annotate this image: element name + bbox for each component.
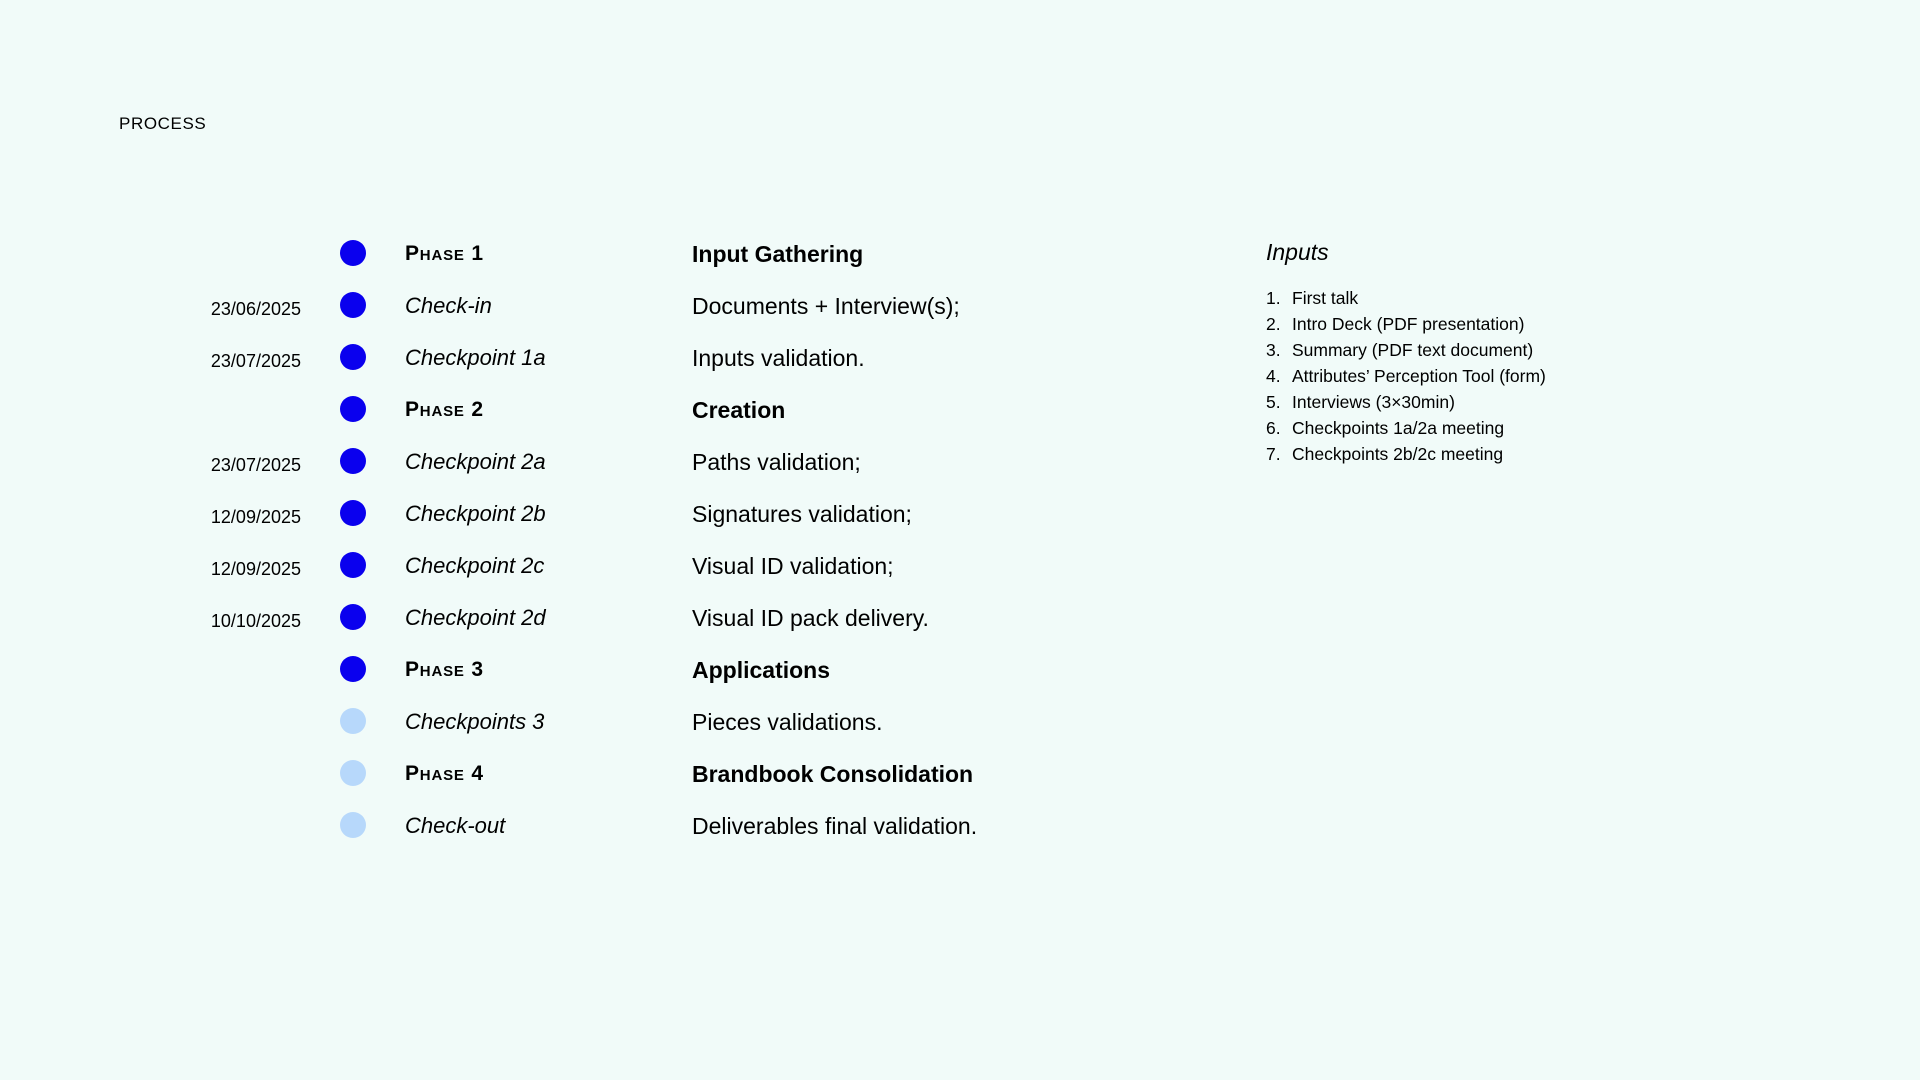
- checkpoint-description: Documents + Interview(s);: [692, 293, 960, 319]
- checkpoint-row: [0, 491, 1100, 543]
- checkpoint-row: [0, 439, 1100, 491]
- status-dot-pending: [340, 708, 366, 734]
- inputs-item-number: 3.: [1266, 340, 1281, 360]
- inputs-item-number: 4.: [1266, 366, 1281, 386]
- inputs-list-item: [1266, 389, 1786, 415]
- checkpoint-row: [0, 595, 1100, 647]
- row-date: 12/09/2025: [210, 559, 301, 579]
- inputs-list-item: [1266, 337, 1786, 363]
- inputs-item-text: Intro Deck (PDF presentation): [1292, 314, 1525, 334]
- phase-row: [0, 387, 1100, 439]
- status-dot-done: [340, 344, 366, 370]
- row-date: 12/09/2025: [210, 507, 301, 527]
- inputs-list-item: [1266, 363, 1786, 389]
- checkpoint-row: [0, 335, 1100, 387]
- status-dot-done: [340, 552, 366, 578]
- checkpoint-row: [0, 283, 1100, 335]
- checkpoint-description: Deliverables final validation.: [692, 813, 978, 839]
- status-dot-done: [340, 448, 366, 474]
- phase-row: [0, 647, 1100, 699]
- phase-row: [0, 751, 1100, 803]
- checkpoint-row: [0, 699, 1100, 751]
- inputs-item-number: 2.: [1266, 314, 1281, 334]
- checkpoint-description: Visual ID pack delivery.: [692, 605, 929, 631]
- status-dot-done: [340, 604, 366, 630]
- checkpoint-name: Checkpoint 1a: [405, 345, 546, 370]
- phase-title: Input Gathering: [692, 241, 864, 267]
- phase-title: Creation: [692, 397, 786, 423]
- inputs-item-text: Interviews (3×30min): [1292, 392, 1455, 412]
- inputs-title: Inputs: [1266, 239, 1329, 265]
- inputs-item-number: 6.: [1266, 418, 1281, 438]
- checkpoint-description: Pieces validations.: [692, 709, 883, 735]
- checkpoint-description: Visual ID validation;: [692, 553, 894, 579]
- inputs-panel: [1266, 237, 1786, 467]
- inputs-list-item: [1266, 311, 1786, 337]
- checkpoint-name: Checkpoint 2c: [405, 553, 545, 578]
- row-date: 23/07/2025: [210, 351, 301, 371]
- status-dot-pending: [340, 812, 366, 838]
- phase-row: [0, 231, 1100, 283]
- inputs-item-text: Checkpoints 2b/2c meeting: [1292, 444, 1504, 464]
- inputs-item-number: 1.: [1266, 288, 1281, 308]
- inputs-item-text: Checkpoints 1a/2a meeting: [1292, 418, 1505, 438]
- phase-name: Phase 4: [405, 762, 484, 785]
- inputs-item-text: First talk: [1292, 288, 1359, 308]
- checkpoint-name: Check-out: [405, 813, 506, 838]
- checkpoint-name: Checkpoint 2d: [405, 605, 546, 630]
- phase-name: Phase 2: [405, 398, 484, 421]
- inputs-list: [1266, 285, 1786, 467]
- phase-name: Phase 3: [405, 658, 484, 681]
- checkpoint-row: [0, 543, 1100, 595]
- phase-name: Phase 1: [405, 242, 484, 265]
- status-dot-done: [340, 292, 366, 318]
- checkpoint-name: Checkpoint 2a: [405, 449, 546, 474]
- section-label: PROCESS: [119, 114, 207, 133]
- status-dot-done: [340, 240, 366, 266]
- checkpoint-name: Checkpoint 2b: [405, 501, 546, 526]
- inputs-list-item: [1266, 441, 1786, 467]
- inputs-list-item: [1266, 415, 1786, 441]
- phase-title: Brandbook Consolidation: [692, 761, 974, 787]
- inputs-list-item: [1266, 285, 1786, 311]
- inputs-item-number: 7.: [1266, 444, 1281, 464]
- process-timeline: [0, 231, 1100, 855]
- status-dot-done: [340, 656, 366, 682]
- checkpoint-description: Signatures validation;: [692, 501, 912, 527]
- inputs-item-text: Summary (PDF text document): [1292, 340, 1534, 360]
- row-date: 23/07/2025: [210, 455, 301, 475]
- row-date: 23/06/2025: [210, 299, 301, 319]
- phase-title: Applications: [692, 657, 831, 683]
- status-dot-done: [340, 396, 366, 422]
- status-dot-pending: [340, 760, 366, 786]
- checkpoint-row: [0, 803, 1100, 855]
- inputs-item-text: Attributes’ Perception Tool (form): [1292, 366, 1546, 386]
- status-dot-done: [340, 500, 366, 526]
- checkpoint-name: Check-in: [405, 293, 492, 318]
- inputs-item-number: 5.: [1266, 392, 1281, 412]
- row-date: 10/10/2025: [210, 611, 301, 631]
- checkpoint-name: Checkpoints 3: [405, 709, 545, 734]
- checkpoint-description: Inputs validation.: [692, 345, 865, 371]
- checkpoint-description: Paths validation;: [692, 449, 861, 475]
